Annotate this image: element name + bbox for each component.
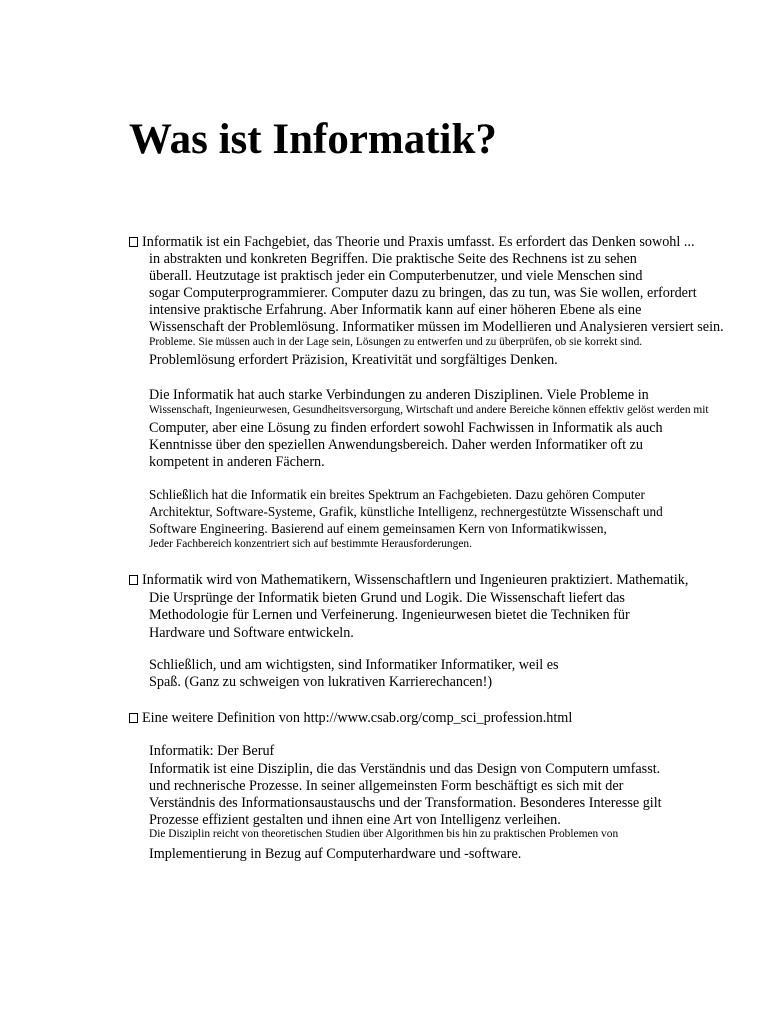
list-item <box>129 711 572 725</box>
text-line: in abstrakten und konkreten Begriffen. Die praktische Seite des Rechnens ist zu sehen <box>149 251 637 267</box>
text-line: und rechnerische Prozesse. In seiner allgemeinsten Form beschäftigt es sich mit der <box>149 778 624 794</box>
text-line: Software Engineering. Basierend auf einem gemeinsamen Kern von Informatikwissen, <box>149 521 607 536</box>
text-line: kompetent in anderen Fächern. <box>149 454 325 470</box>
text-line: sogar Computerprogrammierer. Computer dazu zu bringen, das zu tun, was Sie wollen, erfordert <box>149 285 697 301</box>
list-item <box>129 235 695 249</box>
text-line: Informatik wird von Mathematikern, Wissenschaftlern und Ingenieuren praktiziert. Mathematik, <box>142 572 689 588</box>
text-line: Eine weitere Definition von http://www.csab.org/comp_sci_profession.html <box>142 710 573 726</box>
checkbox-bullet-icon <box>129 575 138 585</box>
text-line: Spaß. (Ganz zu schweigen von lukrativen Karrierechancen!) <box>149 674 493 690</box>
text-line: Kenntnisse über den speziellen Anwendungsbereich. Daher werden Informatiker oft zu <box>149 437 644 453</box>
list-item <box>129 573 688 587</box>
text-line: Schließlich hat die Informatik ein breites Spektrum an Fachgebieten. Dazu gehören Computer <box>149 487 645 502</box>
text-line: Schließlich, und am wichtigsten, sind Informatiker Informatiker, weil es <box>149 657 559 673</box>
text-line: Informatik ist ein Fachgebiet, das Theorie und Praxis umfasst. Es erfordert das Denken sowohl ... <box>142 234 695 250</box>
text-line: Wissenschaft, Ingenieurwesen, Gesundheitsversorgung, Wirtschaft und andere Bereiche können effektiv gelöst werden mit <box>149 404 709 416</box>
text-line: Problemlösung erfordert Präzision, Kreativität und sorgfältiges Denken. <box>149 352 558 368</box>
text-line: überall. Heutzutage ist praktisch jeder ein Computerbenutzer, und viele Menschen sind <box>149 268 643 284</box>
page-title: Was ist Informatik? <box>129 116 497 163</box>
text-line: Die Ursprünge der Informatik bieten Grund und Logik. Die Wissenschaft liefert das <box>149 590 625 606</box>
checkbox-bullet-icon <box>129 713 138 723</box>
checkbox-bullet-icon <box>129 237 138 247</box>
text-line: Computer, aber eine Lösung zu finden erfordert sowohl Fachwissen in Informatik als auch <box>149 420 663 436</box>
text-line: Probleme. Sie müssen auch in der Lage sein, Lösungen zu entwerfen und zu überprüfen, ob sie korrekt sind. <box>149 336 643 348</box>
text-line: Informatik ist eine Disziplin, die das Verständnis und das Design von Computern umfasst. <box>149 761 661 777</box>
text-line: Verständnis des Informationsaustauschs und der Transformation. Besonderes Interesse gilt <box>149 795 662 811</box>
text-line: Implementierung in Bezug auf Computerhardware und -software. <box>149 846 522 862</box>
text-line: intensive praktische Erfahrung. Aber Informatik kann auf einer höheren Ebene als eine <box>149 302 642 318</box>
text-line: Hardware und Software entwickeln. <box>149 625 354 641</box>
text-line: Architektur, Software-Systeme, Grafik, künstliche Intelligenz, rechnergestützte Wissenschaft und <box>149 504 663 519</box>
section-subheading: Informatik: Der Beruf <box>149 743 275 759</box>
text-line: Wissenschaft der Problemlösung. Informatiker müssen im Modellieren und Analysieren versiert sein. <box>149 319 724 335</box>
text-line: Prozesse effizient gestalten und ihnen eine Art von Intelligenz verleihen. <box>149 812 561 828</box>
text-line: Methodologie für Lernen und Verfeinerung. Ingenieurwesen bietet die Techniken für <box>149 607 630 623</box>
text-line: Die Informatik hat auch starke Verbindungen zu anderen Disziplinen. Viele Probleme in <box>149 387 649 403</box>
text-line: Jeder Fachbereich konzentriert sich auf bestimmte Herausforderungen. <box>149 538 472 550</box>
text-line: Die Disziplin reicht von theoretischen Studien über Algorithmen bis hin zu praktischen Problemen von <box>149 828 619 840</box>
